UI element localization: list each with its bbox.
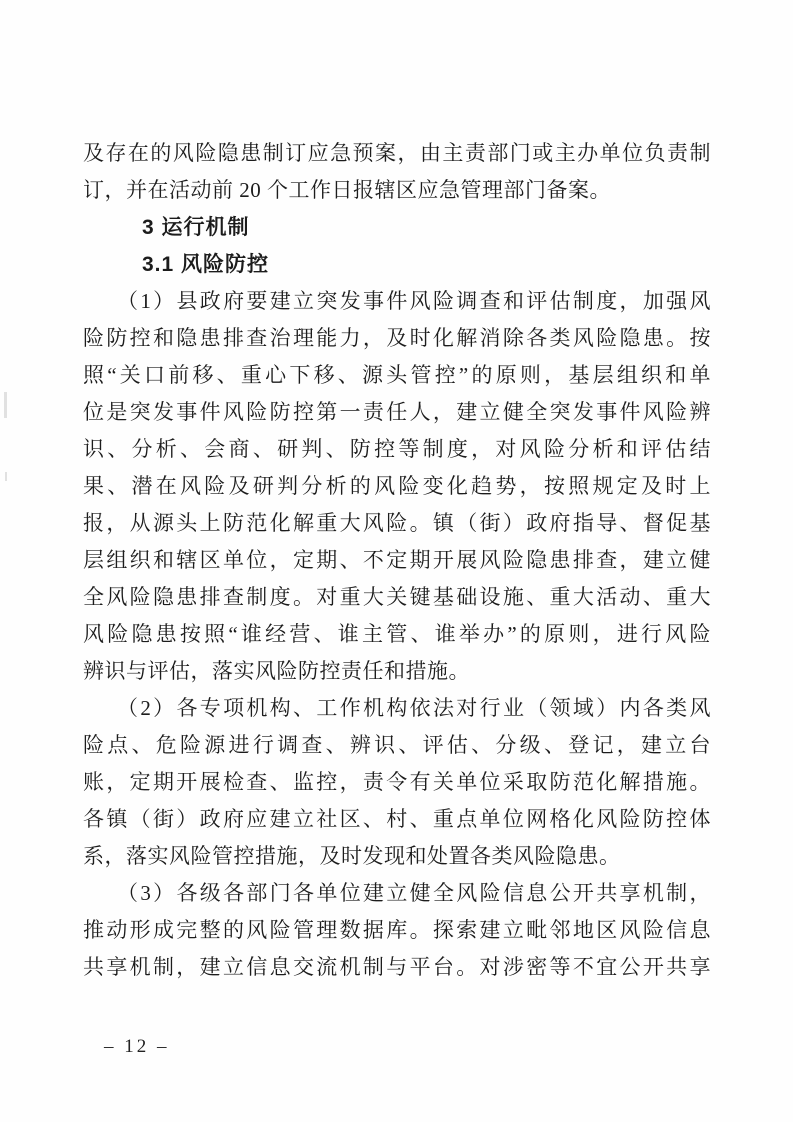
text-line: 辨识与评估，落实风险防控责任和措施。 — [83, 659, 470, 683]
scan-artifact — [5, 472, 7, 481]
text-line: 风险隐患按照“谁经营、谁主管、谁举办”的原则，进行风险 — [83, 622, 711, 646]
text-line: 照“关口前移、重心下移、源头管控”的原则，基层组织和单 — [83, 363, 711, 387]
text-line: （3）各级各部门各单位建立健全风险信息公开共享机制， — [117, 881, 711, 905]
text-line: 全风险隐患排查制度。对重大关键基础设施、重大活动、重大 — [83, 585, 711, 609]
text-line: 推动形成完整的风险管理数据库。探索建立毗邻地区风险信息 — [83, 918, 711, 942]
text-line: 险防控和隐患排查治理能力，及时化解消除各类风险隐患。按 — [83, 326, 711, 350]
text-line: 果、潜在风险及研判分析的风险变化趋势，按照规定及时上 — [83, 474, 711, 498]
text-line: （1）县政府要建立突发事件风险调查和评估制度，加强风 — [117, 289, 711, 313]
text-line: （2）各专项机构、工作机构依法对行业（领域）内各类风 — [117, 696, 711, 720]
page-number: – 12 – — [104, 1036, 170, 1057]
section-heading: 3 运行机制 — [142, 216, 250, 239]
text-line: 识、分析、会商、研判、防控等制度，对风险分析和评估结 — [83, 437, 711, 461]
text-line: 险点、危险源进行调查、辨识、评估、分级、登记，建立台 — [83, 733, 711, 757]
text-line: 账，定期开展检查、监控，责令有关单位采取防范化解措施。 — [83, 770, 711, 794]
text-line: 报，从源头上防范化解重大风险。镇（街）政府指导、督促基 — [83, 511, 711, 535]
text-line: 各镇（街）政府应建立社区、村、重点单位网格化风险防控体 — [83, 807, 711, 831]
scan-artifact — [4, 392, 7, 418]
text-line: 层组织和辖区单位，定期、不定期开展风险隐患排查，建立健 — [83, 548, 711, 572]
subsection-heading: 3.1 风险防控 — [142, 253, 270, 276]
document-body — [83, 135, 711, 986]
text-line: 位是突发事件风险防控第一责任人，建立健全突发事件风险辨 — [83, 400, 711, 424]
text-line: 订，并在活动前 20 个工作日报辖区应急管理部门备案。 — [83, 178, 611, 202]
text-line: 系，落实风险管控措施，及时发现和处置各类风险隐患。 — [83, 844, 621, 868]
text-line: 及存在的风险隐患制订应急预案，由主责部门或主办单位负责制 — [83, 141, 711, 165]
text-line: 共享机制，建立信息交流机制与平台。对涉密等不宜公开共享 — [83, 955, 711, 979]
